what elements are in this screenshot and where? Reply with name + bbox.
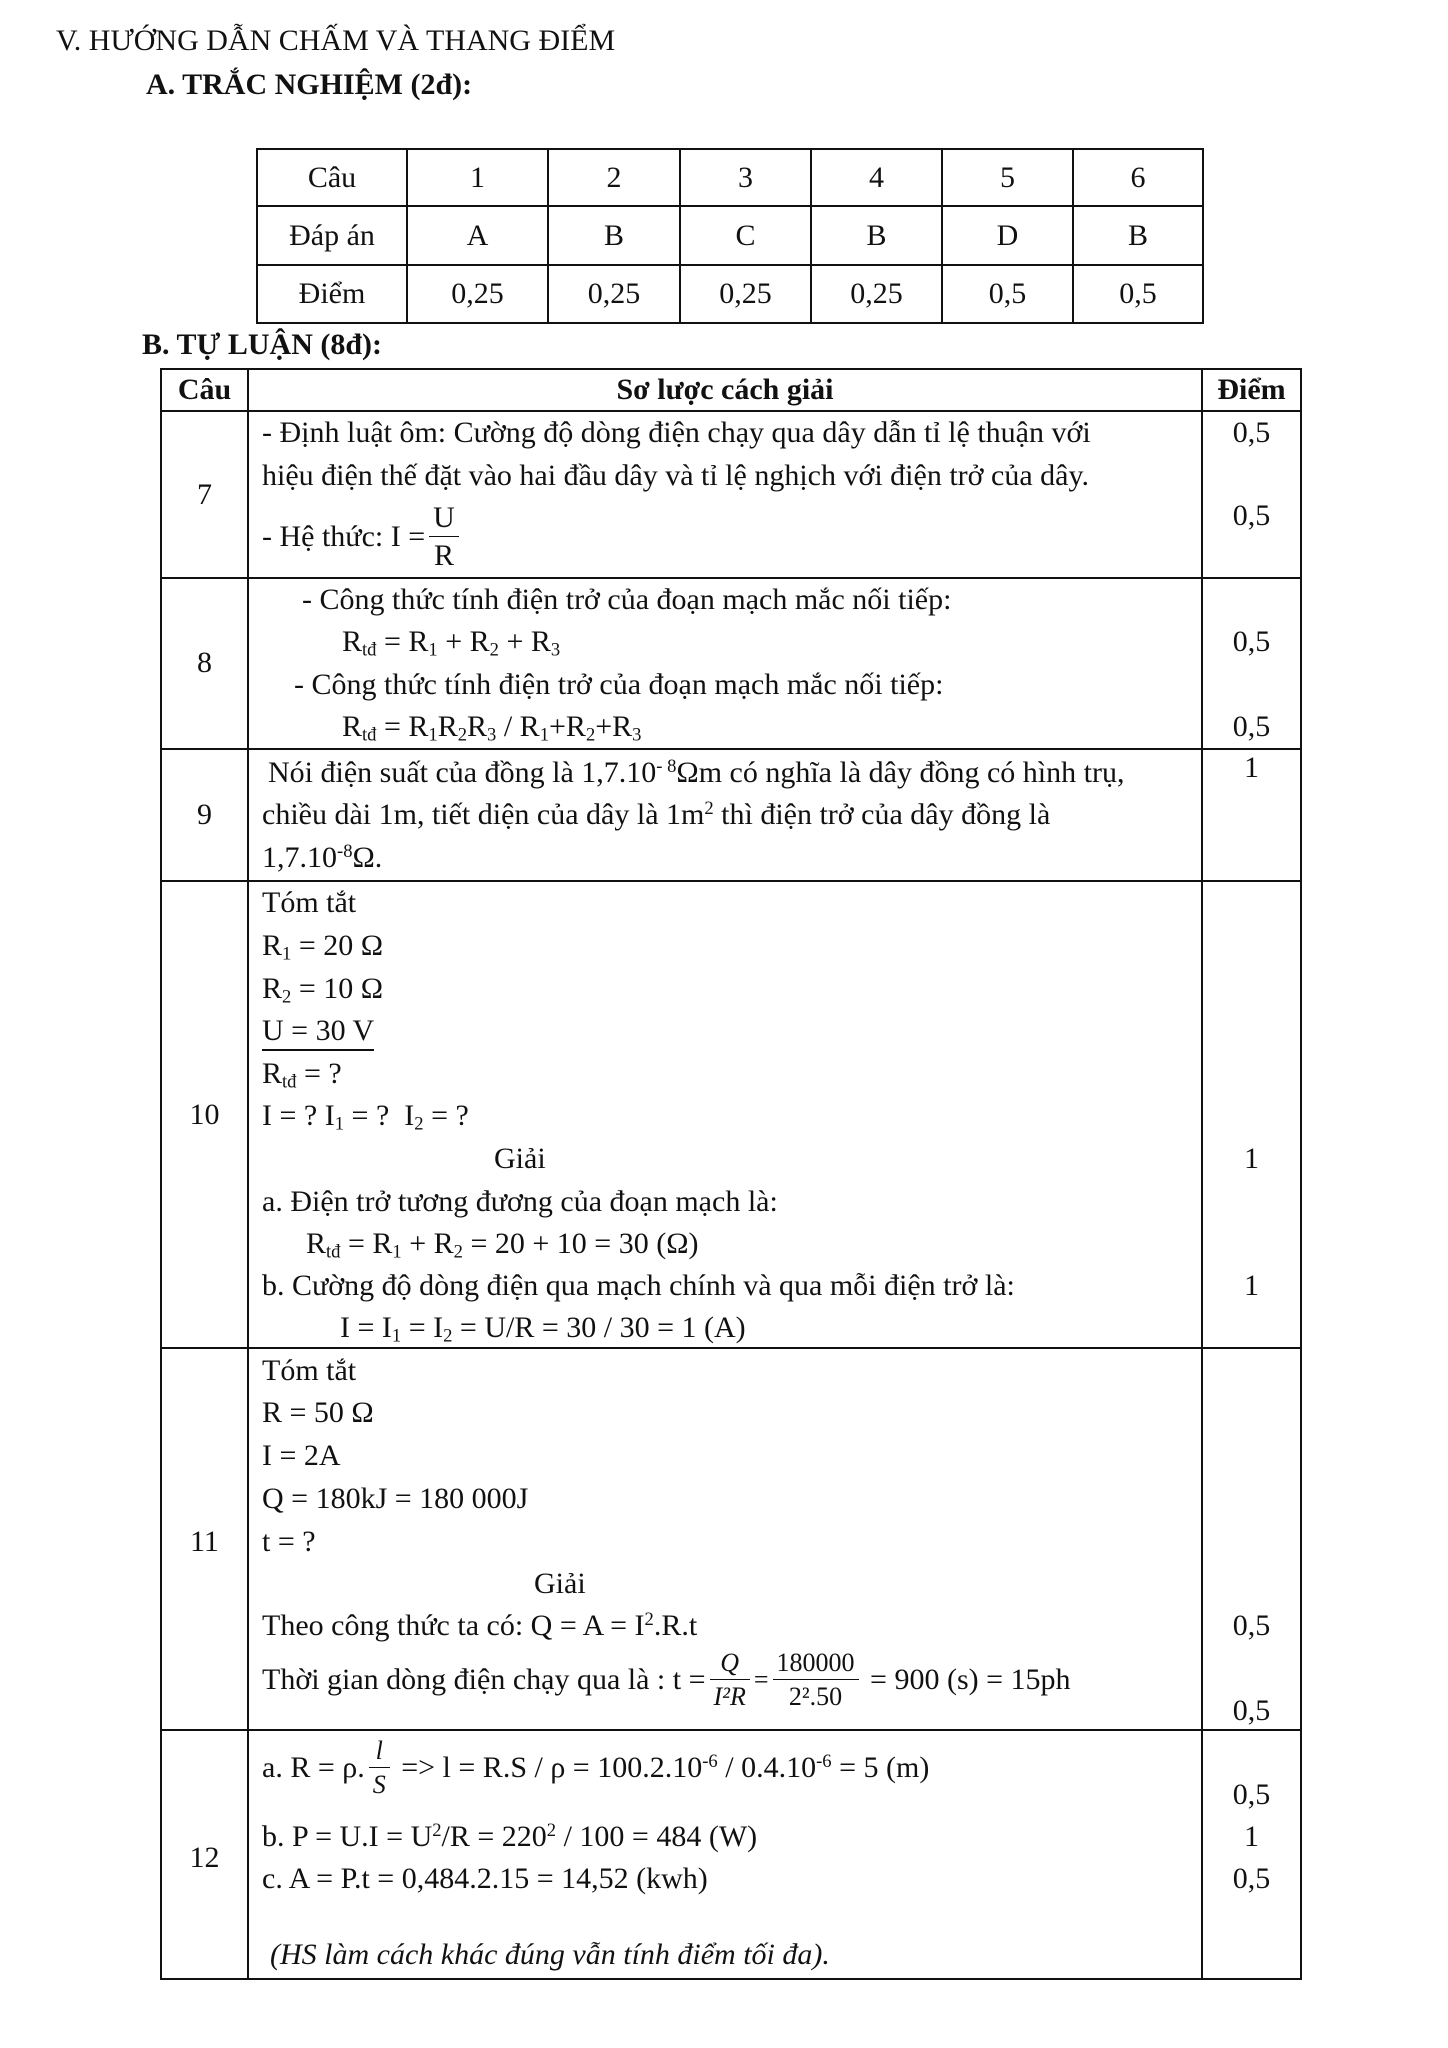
q11-time-prefix: Thời gian dòng điện chạy qua là : t =	[262, 1663, 706, 1696]
q11-fraction-symbolic-numerator: Q	[710, 1650, 750, 1680]
q9-line2-b: thì điện trở của dây đồng là	[713, 798, 1051, 831]
q10-r2-value: = 10 Ω	[298, 972, 384, 1005]
mc-points: 0,5	[988, 277, 1027, 310]
q12-fraction-numerator: l	[369, 1738, 390, 1768]
q12-note: (HS làm cách khác đúng vẫn tính điểm tối đa).	[270, 1938, 830, 1971]
q10-part-b: b. Cường độ dòng điện qua mạch chính và qua mỗi điện trở là:	[262, 1269, 1015, 1302]
q10-part-b-formula: $I = I_1 = I_2 = U/R = 30 / 30 = 1$ (A)	[340, 1311, 746, 1347]
q10-u	[262, 1016, 374, 1046]
q7-fraction-denominator: R	[433, 539, 454, 572]
q10-part-a-formula: $R_{tđ} = R_1 + R_2 = 20 + 10 = 30$ (Ω)	[306, 1227, 699, 1263]
q12-points-2: 1	[1244, 1820, 1259, 1853]
q9-line3-b: Ω.	[352, 841, 383, 874]
q10-part-a-result: = 20 + 10 = 30 (Ω)	[470, 1227, 699, 1260]
mc-answer: A	[466, 219, 489, 252]
q11-summary-label: Tóm tắt	[262, 1354, 357, 1387]
q10-number: 10	[189, 1098, 220, 1131]
q7-points-1: 0,5	[1232, 416, 1271, 449]
q12-part-b-c: / 100 = 484 (W)	[556, 1820, 758, 1853]
q10-r1: $R_1 = 20$ Ω	[262, 929, 384, 965]
mc-points: 0,25	[850, 277, 903, 310]
q11-formula-a-tail: .R.t	[653, 1609, 698, 1642]
q8-formula-parallel: $R_{tđ} = R_1R_2R_3 / R_1+R_2+R_3$	[342, 710, 642, 746]
q9-line3	[262, 840, 383, 874]
q11-time-result: = 900 (s) = 15ph	[870, 1663, 1071, 1696]
q10-r1-value: = 20 Ω	[298, 929, 384, 962]
q11-fraction-numeric-numerator: 180000	[773, 1650, 859, 1680]
q12-part-a-tail: => l = R.S / ρ = 100.2.10	[401, 1751, 703, 1784]
q7-line1: - Định luật ôm: Cường độ dòng điện chạy qua dây dẫn tỉ lệ thuận với	[262, 416, 1091, 449]
q8-line1: - Công thức tính điện trở của đoạn mạch mắc nối tiếp:	[302, 583, 952, 616]
q11-time-line: Thời gian dòng điện chạy qua là : t = $\frac{Q}{\text{I²R}}$ = $\frac{180000}{\text{2².50}}$ = 900 (s) = 15ph	[262, 1648, 1071, 1711]
q12-fraction-denominator: S	[372, 1770, 386, 1799]
part-b-heading: B. TỰ LUẬN (8đ):	[142, 328, 383, 361]
q12-fraction	[369, 1738, 390, 1798]
q10-r2: $R_2 = 10$ Ω	[262, 972, 384, 1008]
q10-i1: = ?	[351, 1099, 390, 1132]
q11-fraction-symbolic-denominator: I²R	[713, 1682, 746, 1711]
q12-part-b: b. $P = U.I = U^2/R = 220^2 / 100 = 484$ (W)	[262, 1819, 758, 1853]
q12-part-a-prefix: a. R = ρ.	[262, 1751, 365, 1784]
q10-part-a: a. Điện trở tương đương của đoạn mạch là:	[262, 1185, 778, 1218]
q12-points-1: 0,5	[1232, 1778, 1271, 1811]
mc-answer: D	[996, 219, 1019, 252]
mc-points: 0,25	[587, 277, 641, 310]
q11-fraction-numeric	[773, 1650, 859, 1710]
q10-points-2: 1	[1244, 1269, 1259, 1302]
q9-line1-a: Nói điện suất của đồng là 1,7.10	[268, 756, 657, 789]
q9-points: 1	[1244, 751, 1259, 784]
mc-row-label-answer: Đáp án	[289, 219, 375, 252]
q10-i2: = ?	[431, 1099, 469, 1132]
q10-summary-label: Tóm tắt	[262, 886, 357, 919]
section-heading: V. HƯỚNG DẪN CHẤM VÀ THANG ĐIỂM	[56, 24, 616, 57]
q12-part-b-a: b. P = U.I = U	[262, 1820, 433, 1853]
q11-t: t = ?	[262, 1525, 316, 1558]
q10-rtd: $R_{tđ}$ = ?	[262, 1057, 342, 1093]
q7-line2: hiệu điện thế đặt vào hai đầu dây và tỉ lệ nghịch với điện trở của dây.	[262, 459, 1090, 492]
q10-u-value: U = 30 V	[262, 1014, 374, 1051]
essay-header-points: Điểm	[1217, 373, 1286, 406]
q7-formula-prefix: - Hệ thức: I =	[262, 520, 426, 553]
q9-number: 9	[197, 798, 212, 831]
mc-question-number: 5	[1000, 161, 1015, 194]
q11-fraction-numeric-denominator: 2².50	[788, 1682, 843, 1711]
q12-part-b-b: /R = 220	[441, 1820, 547, 1853]
mc-row-label-points: Điểm	[298, 277, 366, 310]
q11-points-1: 0,5	[1232, 1609, 1271, 1642]
q11-r: R = 50 Ω	[262, 1396, 374, 1429]
q9-line2	[262, 797, 1051, 831]
q11-q: Q = 180kJ = 180 000J	[262, 1482, 529, 1515]
q9-line1	[268, 755, 1125, 789]
q11-formula-a: Theo công thức ta có: Q = A = I	[262, 1609, 645, 1642]
q8-formula-series: $R_{tđ} = R_1 + R_2 + R_3$	[342, 625, 561, 661]
q8-points-2: 0,5	[1232, 710, 1271, 743]
mc-question-number: 6	[1130, 161, 1146, 194]
mc-points: 0,25	[719, 277, 772, 310]
q10-points-1: 1	[1244, 1142, 1259, 1175]
q10-currents: I = ? $I_1$ = ? $I_2$ = ?	[262, 1099, 469, 1135]
mc-points: 0,25	[451, 277, 504, 310]
q12-part-c: c. A = P.t = 0,484.2.15 = 14,52 (kwh)	[262, 1862, 708, 1895]
q10-solve-label: Giải	[494, 1142, 546, 1175]
mc-question-number: 3	[738, 161, 753, 194]
q9-line3-a: 1,7.10	[262, 841, 337, 874]
mc-answer: B	[603, 219, 624, 252]
part-a-heading: A. TRẮC NGHIỆM (2đ):	[146, 68, 473, 101]
mc-question-number: 1	[470, 161, 485, 194]
q12-part-a-formula	[401, 1751, 929, 1784]
q10-rtd-value: = ?	[303, 1057, 342, 1090]
q7-number: 7	[197, 478, 212, 511]
q11-i: I = 2A	[262, 1439, 341, 1472]
mc-question-number: 2	[606, 161, 622, 194]
q10-i: I = ?	[262, 1099, 318, 1132]
q12-part-a	[262, 1738, 929, 1798]
q9-line2-exponent: 2	[704, 797, 714, 819]
q11-fraction-symbolic	[710, 1650, 750, 1710]
q12-number: 12	[189, 1841, 220, 1874]
q12-part-a-exponent-2: -6	[816, 1750, 832, 1772]
q9-line3-exponent: -8	[337, 840, 353, 862]
mc-row-label-question: Câu	[307, 161, 357, 194]
q12-part-a-mid: / 0.4.10	[717, 1751, 817, 1784]
essay-header-question: Câu	[177, 373, 232, 406]
q9-line1-b: Ωm có nghĩa là dây đồng có hình trụ,	[676, 756, 1125, 789]
q7-fraction-numerator: U	[429, 503, 459, 537]
q8-points-1: 0,5	[1232, 625, 1271, 658]
mc-points: 0,5	[1119, 277, 1157, 310]
q10-part-b-result: = U/R = 30 / 30 = 1 (A)	[459, 1311, 746, 1344]
q8-line3: - Công thức tính điện trở của đoạn mạch mắc nối tiếp:	[294, 668, 944, 701]
q11-formula-line: Theo công thức ta có: $Q = A = I^2.R.t$	[262, 1608, 698, 1642]
q12-points-3: 0,5	[1232, 1862, 1271, 1895]
q12-part-a-end: = 5 (m)	[831, 1751, 930, 1784]
q9-line1-exponent: - 8	[656, 755, 677, 777]
mc-question-number: 4	[869, 161, 884, 194]
mc-answer: B	[1127, 219, 1148, 252]
q11-number: 11	[190, 1525, 219, 1558]
q9-line2-a: chiều dài 1m, tiết diện của dây là 1m	[262, 798, 705, 831]
q12-part-a-exponent-1: -6	[702, 1750, 718, 1772]
q7-fraction	[429, 503, 459, 571]
q8-number: 8	[197, 646, 212, 679]
mc-answer: C	[735, 219, 756, 252]
mc-answer: B	[866, 219, 887, 252]
q11-points-2: 0,5	[1232, 1694, 1271, 1727]
q7-formula	[262, 503, 463, 571]
q11-solve-label: Giải	[534, 1567, 586, 1600]
q7-points-2: 0,5	[1232, 499, 1271, 532]
essay-header-solution: Sơ lược cách giải	[616, 373, 834, 406]
